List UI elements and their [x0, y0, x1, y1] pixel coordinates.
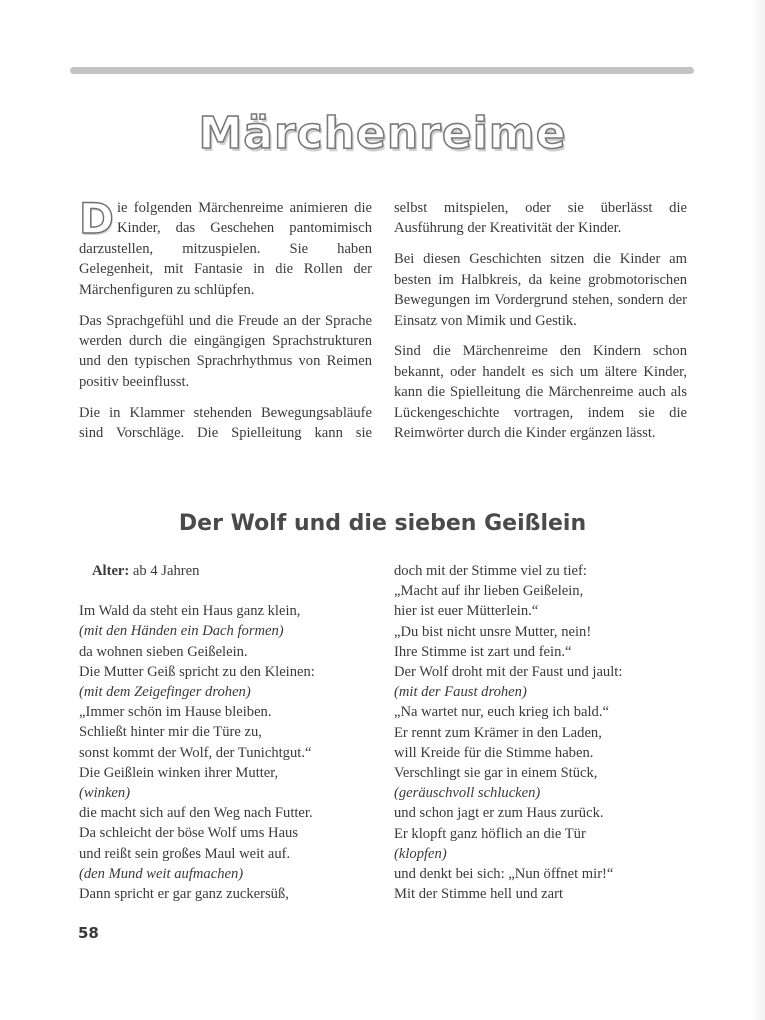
poem-line: „Na wartet nur, euch krieg ich bald.“	[394, 704, 609, 721]
poem-line: Dann spricht er gar ganz zuckersüß,	[79, 886, 289, 903]
poem-line: will Kreide für die Stimme haben.	[394, 744, 594, 761]
top-rule	[70, 67, 694, 74]
poem-line: hier ist euer Mütterlein.“	[394, 603, 539, 620]
poem-line: Da schleicht der böse Wolf ums Haus	[79, 825, 299, 842]
intro-paragraph: selbst mitspielen, oder sie überlässt die Ausführung der Kreativität der Kinder.	[394, 200, 687, 237]
poem-line: Mit der Stimme hell und zart	[394, 886, 564, 903]
poem-line: „Macht auf ihr lieben Geißelein,	[394, 583, 584, 600]
poem-action-line: (mit der Faust drohen)	[394, 684, 527, 701]
poem-line: doch mit der Stimme viel zu tief:	[394, 563, 587, 579]
poem-line: da wohnen sieben Geißelein.	[79, 643, 248, 660]
poem-line: Ihre Stimme ist zart und fein.“	[394, 643, 572, 660]
poem-left-lines	[79, 601, 379, 904]
poem-line: und schon jagt er zum Haus zurück.	[394, 805, 604, 822]
intro-paragraph: Die in Klammer stehenden Bewegungsabläufe sind Vorschläge. Die Spielleitung kann sie	[79, 404, 372, 442]
age-value: ab 4 Jahren	[129, 563, 200, 579]
poem-line: Er rennt zum Krämer in den Laden,	[394, 724, 602, 741]
poem-action-line: (klopfen)	[394, 845, 447, 862]
intro-paragraph: Sind die Märchenreime den Kindern schon bekannt, oder handelt es sich um ältere Kinder, kann die Spielleitung die Märchenreime auch als Lückengeschichte vortragen, indem sie die Reimwörter durch die Kinder ergänzen lässt.	[394, 343, 687, 442]
poem-line: „Immer schön im Hause bleiben.	[79, 704, 272, 721]
poem-line: die macht sich auf den Weg nach Futter.	[79, 805, 313, 822]
story-title: Der Wolf und die sieben Geißlein	[178, 511, 587, 536]
poem-action-line: (mit dem Zeigefinger drohen)	[79, 684, 251, 701]
poem-line: sonst kommt der Wolf, der Tunichtgut.“	[79, 744, 312, 761]
intro-paragraph: Bei diesen Geschichten sitzen die Kinder am besten im Halbkreis, da keine grobmotorischen Bewegungen im Vordergrund stehen, sondern der Einsatz von Mimik und Gestik.	[394, 251, 687, 329]
poem-action-line: (geräuschvoll schlucken)	[394, 785, 541, 802]
intro-right-column	[394, 198, 687, 454]
drop-cap: D	[79, 194, 114, 243]
poem-action-line: (winken)	[79, 785, 131, 802]
poem-line: Die Mutter Geiß spricht zu den Kleinen:	[79, 663, 315, 680]
poem-right-column	[394, 561, 694, 904]
intro-paragraph	[79, 194, 372, 300]
age-line	[92, 561, 379, 581]
poem-line: und reißt sein großes Maul weit auf.	[79, 845, 291, 862]
poem-line: Schließt hinter mir die Türe zu,	[79, 724, 262, 741]
intro-paragraph: Das Sprachgefühl und die Freude an der Sprache werden durch die eingängigen Sprachstrukturen und den typischen Sprachrhythmus von Reimen positiv beeinflusst.	[79, 312, 372, 390]
poem-action-line: (mit den Händen ein Dach formen)	[79, 623, 284, 640]
poem-right-lines	[394, 561, 694, 904]
poem-line: Der Wolf droht mit der Faust und jault:	[394, 664, 623, 681]
age-label: Alter:	[92, 563, 130, 579]
poem-line: und denkt bei sich: „Nun öffnet mir!“	[394, 866, 614, 883]
intro-left-column	[79, 194, 372, 454]
poem-action-line: (den Mund weit aufmachen)	[79, 865, 244, 882]
poem-line: Im Wald da steht ein Haus ganz klein,	[79, 603, 301, 620]
page-title: Märchenreime	[198, 108, 567, 159]
intro-paragraph-text: ie folgenden Märchenreime animieren die Kinder, das Geschehen pantomimisch darzustellen, mitzuspielen. Sie haben Gelegenheit, mit Fantasie in die Rollen der Märchenfiguren zu schlüpfen.	[79, 200, 372, 298]
poem-line: Er klopft ganz höflich an die Tür	[394, 825, 586, 842]
poem-line: Verschlingt sie gar in einem Stück,	[394, 765, 598, 782]
page-number: 58	[78, 924, 99, 942]
poem-line: Die Geißlein winken ihrer Mutter,	[79, 764, 279, 781]
poem-line: „Du bist nicht unsre Mutter, nein!	[394, 623, 592, 640]
poem-left-column	[79, 561, 379, 904]
